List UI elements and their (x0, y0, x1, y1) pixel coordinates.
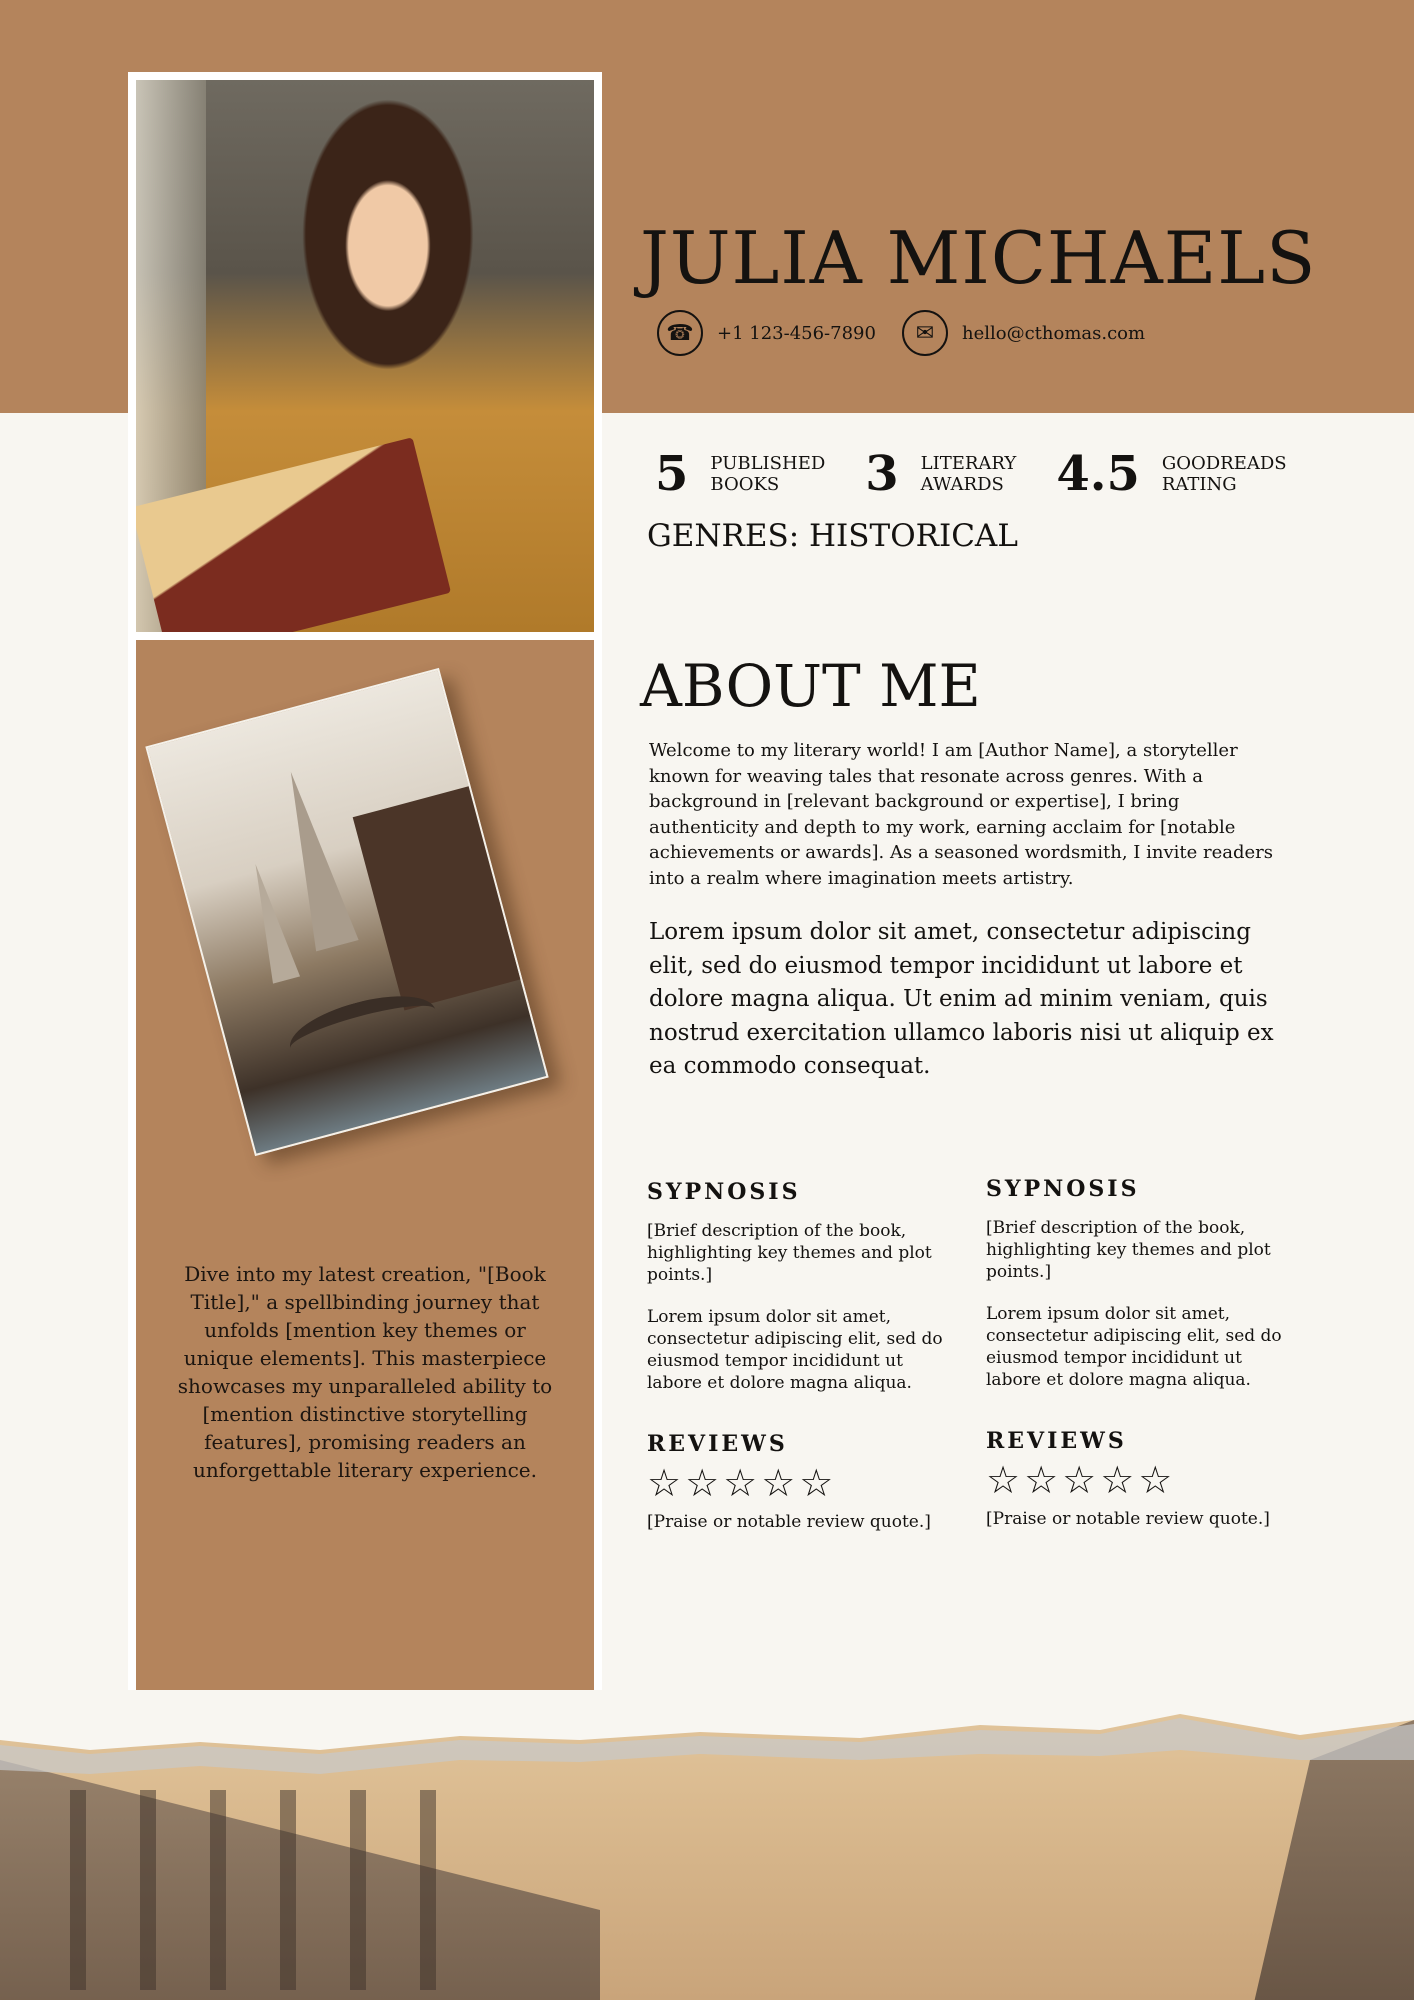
stat-literary-awards (865, 446, 1016, 502)
synopsis-brief: [Brief description of the book, highlighting key themes and plot points.] (647, 1221, 932, 1285)
synopsis-lorem: Lorem ipsum dolor sit amet, consectetur adipiscing elit, sed do eiusmod tempor incididunt ut labore et dolore magna aliqua. (647, 1307, 943, 1393)
synopsis-brief: [Brief description of the book, highlighting key themes and plot points.] (986, 1218, 1271, 1282)
author-photo (136, 80, 594, 632)
star-rating-icon: ☆☆☆☆☆ (986, 1458, 1177, 1502)
building-right (1250, 1720, 1414, 2000)
synopsis-title: SYPNOSIS (647, 1179, 801, 1205)
book-column-2 (986, 1175, 1286, 1529)
synopsis-lorem: Lorem ipsum dolor sit amet, consectetur adipiscing elit, sed do eiusmod tempor incididunt ut labore et dolore magna aliqua. (986, 1304, 1282, 1390)
review-quote: [Praise or notable review quote.] (647, 1512, 931, 1532)
footer-street-image (0, 1690, 1414, 2000)
about-title: ABOUT ME (640, 652, 981, 720)
book-column-1 (647, 1178, 947, 1532)
review-quote: [Praise or notable review quote.] (986, 1509, 1270, 1529)
stat-label: LITERARY AWARDS (920, 453, 1017, 495)
bridge-shape (283, 983, 442, 1074)
cathedral-spire-small (242, 860, 300, 983)
building-windows (40, 1790, 460, 1990)
envelope-icon: ✉ (902, 310, 948, 356)
email-address: hello@cthomas.com (962, 322, 1146, 344)
email-contact[interactable] (902, 310, 1145, 356)
phone-icon: ☎ (657, 310, 703, 356)
synopsis-title: SYPNOSIS (986, 1176, 1140, 1202)
latest-book-description: Dive into my latest creation, "[Book Title]," a spellbinding journey that unfolds [mention key themes or unique elements]. This masterpiece showcases my unparalleled ability to [mention distinctive storytelling features], promising readers an unforgettable literary experience. (177, 1262, 553, 1482)
author-name: JULIA MICHAELS (640, 216, 1317, 300)
phone-number: +1 123-456-7890 (717, 322, 876, 344)
about-paragraph-intro: Welcome to my literary world! I am [Author Name], a storyteller known for weaving tales that resonate across genres. With a background in [relevant background or expertise], I bring authenticity and depth to my work, earning acclaim for [notable achievements or awards]. As a seasoned wordsmith, I invite readers into a realm where imagination meets artistry. (649, 740, 1274, 889)
genres-line: GENRES: HISTORICAL (647, 518, 1018, 554)
stat-value: 4.5 (1056, 446, 1140, 502)
stat-label: PUBLISHED BOOKS (710, 453, 826, 495)
reviews-title: REVIEWS (986, 1428, 1127, 1454)
about-paragraph-lorem: Lorem ipsum dolor sit amet, consectetur adipiscing elit, sed do eiusmod tempor incididunt ut labore et dolore magna aliqua. Ut enim ad minim veniam, quis nostrud exercitation ullamco laboris nisi ut aliquip ex ea commodo consequat. (649, 919, 1274, 1079)
star-rating-icon: ☆☆☆☆☆ (647, 1461, 838, 1505)
reviews-title: REVIEWS (647, 1431, 788, 1457)
author-stats (655, 446, 1327, 502)
stat-label: GOODREADS RATING (1161, 453, 1287, 495)
stat-value: 5 (655, 446, 689, 502)
stat-published-books (655, 446, 825, 502)
stat-goodreads-rating (1056, 446, 1286, 502)
stat-value: 3 (865, 446, 899, 502)
phone-contact[interactable] (657, 310, 876, 356)
